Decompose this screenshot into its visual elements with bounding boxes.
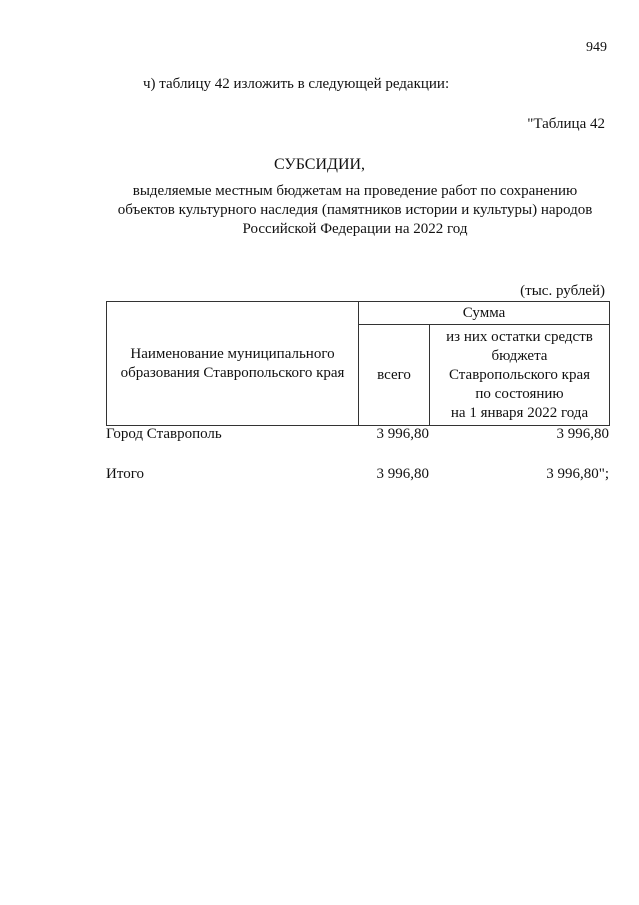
header-name-line: Наименование муниципального: [130, 345, 335, 362]
header-remaining: [430, 325, 610, 426]
header-name: [107, 302, 359, 426]
intro-text: ч) таблицу 42 изложить в следующей редакции:: [143, 76, 450, 92]
row-total: 3 996,80: [376, 466, 429, 482]
row-name: Город Ставрополь: [106, 426, 222, 442]
subtitle-line: Российской Федерации на 2022 год: [242, 221, 468, 237]
header-remaining-line: бюджета: [491, 347, 548, 364]
document-title: СУБСИДИИ,: [273, 156, 366, 173]
header-remaining-line: по состоянию: [475, 385, 564, 402]
subsidies-table-body: [106, 426, 609, 483]
page-number: 949: [586, 40, 607, 55]
row-remaining: 3 996,80: [556, 426, 609, 442]
table-row: [106, 426, 609, 466]
row-name: Итого: [106, 466, 144, 482]
subtitle-line: объектов культурного наследия (памятников истории и культуры) народов: [117, 202, 593, 218]
header-remaining-line: из них остатки средств: [446, 328, 593, 345]
subtitle-line: выделяемые местным бюджетам на проведение работ по сохранению: [132, 183, 578, 199]
header-total: всего: [359, 325, 430, 426]
header-remaining-line: на 1 января 2022 года: [450, 404, 589, 421]
document-subtitle: [100, 182, 610, 239]
subsidies-table-header: [106, 301, 610, 426]
header-sum: Сумма: [359, 302, 610, 325]
table-row-total: [106, 466, 609, 483]
header-remaining-line: Ставропольского края: [449, 366, 590, 383]
row-remaining: 3 996,80";: [546, 466, 609, 482]
table-caption: "Таблица 42: [527, 116, 605, 132]
header-name-line: образования Ставропольского края: [120, 364, 345, 381]
row-total: 3 996,80: [376, 426, 429, 442]
units-label: (тыс. рублей): [520, 283, 605, 299]
